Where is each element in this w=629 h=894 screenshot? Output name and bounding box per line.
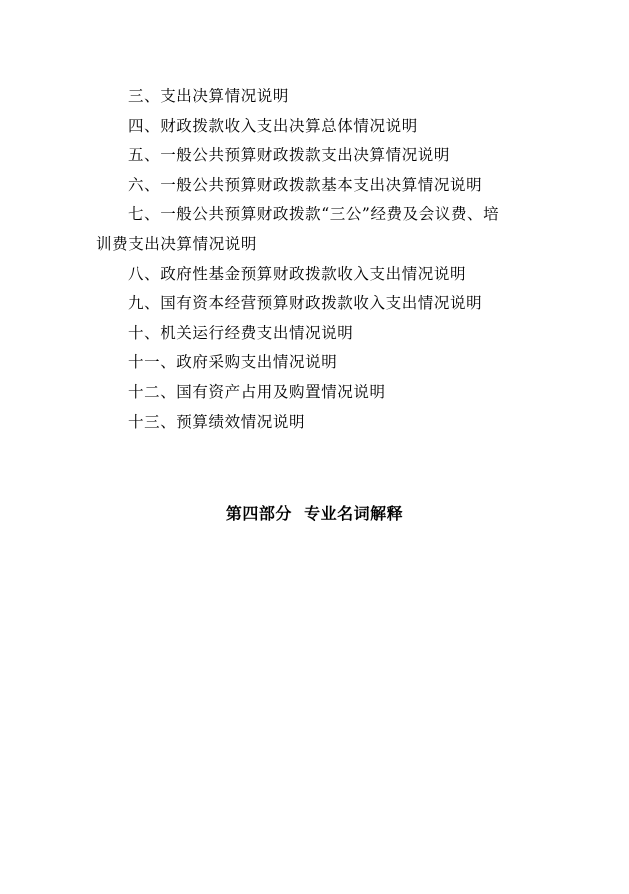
toc-item: 四、财政拨款收入支出决算总体情况说明 xyxy=(128,116,418,135)
toc-item: 十一、政府采购支出情况说明 xyxy=(128,353,338,372)
toc-item: 十二、国有资产占用及购置情况说明 xyxy=(128,382,386,401)
toc-item: 三、支出决算情况说明 xyxy=(128,87,290,105)
section-heading: 第四部分 专业名词解释 xyxy=(225,504,404,523)
toc-item: 六、一般公共预算财政拨款基本支出决算情况说明 xyxy=(128,175,483,194)
toc-item: 五、一般公共预算财政拨款支出决算情况说明 xyxy=(128,146,451,165)
toc-item: 十三、预算绩效情况说明 xyxy=(128,412,306,431)
table-of-contents xyxy=(96,82,536,437)
toc-item: 九、国有资本经营预算财政拨款收入支出情况说明 xyxy=(128,294,483,313)
toc-item: 七、一般公共预算财政拨款“三公”经费及会议费、培 xyxy=(128,205,500,224)
toc-item-continuation: 训费支出决算情况说明 xyxy=(96,234,258,253)
toc-item: 十、机关运行经费支出情况说明 xyxy=(128,323,354,342)
toc-item: 八、政府性基金预算财政拨款收入支出情况说明 xyxy=(128,264,467,283)
